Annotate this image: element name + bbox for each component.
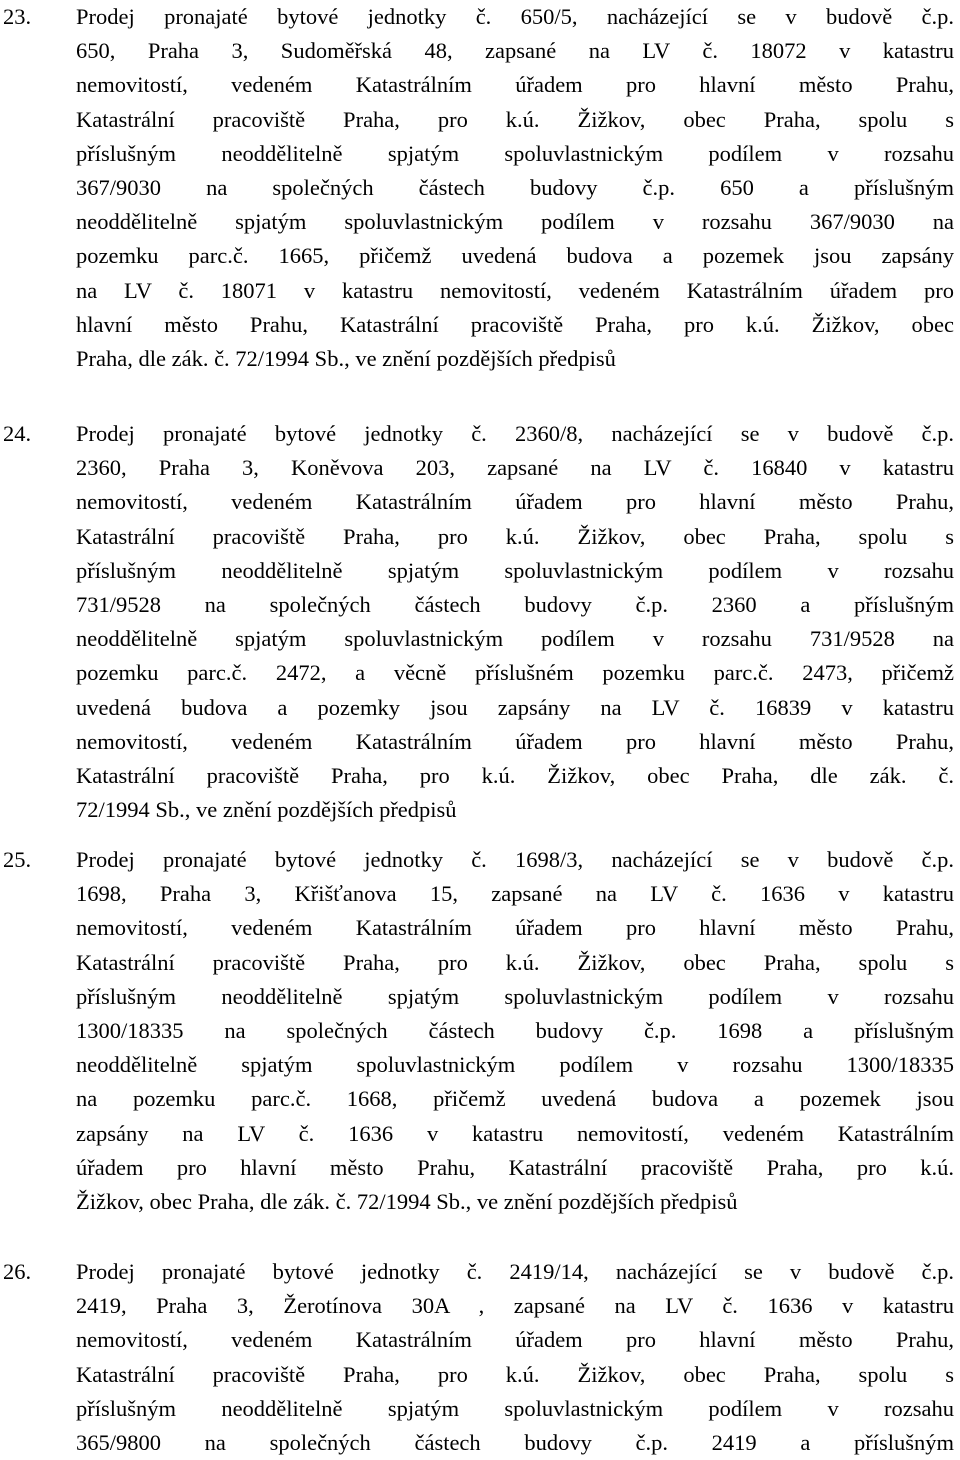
item-number: 23. <box>3 4 32 29</box>
text-line: Katastrální pracoviště Praha, pro k.ú. Žižkov, obec Praha, spolu s <box>76 949 954 975</box>
text-line: příslušným neoddělitelně spjatým spoluvlastnickým podílem v rozsahu <box>76 1395 954 1421</box>
text-line: nemovitostí, vedeném Katastrálním úřadem pro hlavní město Prahu, <box>76 915 954 941</box>
item-number: 26. <box>3 1259 32 1284</box>
text-line: pozemku parc.č. 2472, a věcně příslušném pozemku parc.č. 2473, přičemž <box>76 660 954 686</box>
text-line: 2419, Praha 3, Žerotínova 30A , zapsané na LV č. 1636 v katastru <box>76 1293 954 1319</box>
text-line: nemovitostí, vedeném Katastrálním úřadem pro hlavní město Prahu, <box>76 489 954 515</box>
text-line: nemovitostí, vedeném Katastrálním úřadem pro hlavní město Prahu, <box>76 1327 954 1353</box>
text-line: 365/9800 na společných částech budovy č.p. 2419 a příslušným <box>76 1430 954 1455</box>
text-line: 731/9528 na společných částech budovy č.p. 2360 a příslušným <box>76 592 954 617</box>
text-line: Katastrální pracoviště Praha, pro k.ú. Žižkov, obec Praha, spolu s <box>76 1361 954 1387</box>
text-line: 72/1994 Sb., ve znění pozdějších předpisů <box>76 797 457 823</box>
text-line: neoddělitelně spjatým spoluvlastnickým podílem v rozsahu 1300/18335 <box>76 1052 954 1078</box>
text-line: nemovitostí, vedeném Katastrálním úřadem pro hlavní město Prahu, <box>76 728 954 754</box>
text-line: Žižkov, obec Praha, dle zák. č. 72/1994 Sb., ve znění pozdějších předpisů <box>76 1189 738 1214</box>
item-number: 24. <box>3 421 32 446</box>
text-line: 1300/18335 na společných částech budovy č.p. 1698 a příslušným <box>76 1018 954 1043</box>
text-line: Praha, dle zák. č. 72/1994 Sb., ve znění pozdějších předpisů <box>76 346 616 371</box>
text-line: uvedená budova a pozemky jsou zapsány na LV č. 16839 v katastru <box>76 694 954 720</box>
text-line: Prodej pronajaté bytové jednotky č. 650/5, nacházející se v budově č.p. <box>76 4 954 29</box>
text-line: příslušným neoddělitelně spjatým spoluvlastnickým podílem v rozsahu <box>76 983 954 1009</box>
text-line: zapsány na LV č. 1636 v katastru nemovitostí, vedeném Katastrálním <box>76 1120 954 1146</box>
text-line: příslušným neoddělitelně spjatým spoluvlastnickým podílem v rozsahu <box>76 140 954 166</box>
text-line: 650, Praha 3, Sudoměřská 48, zapsané na LV č. 18072 v katastru <box>76 38 954 64</box>
text-line: neoddělitelně spjatým spoluvlastnickým podílem v rozsahu 367/9030 na <box>76 209 954 235</box>
item-number: 25. <box>3 847 32 872</box>
text-line: neoddělitelně spjatým spoluvlastnickým podílem v rozsahu 731/9528 na <box>76 626 954 652</box>
text-line: Prodej pronajaté bytové jednotky č. 1698/3, nacházející se v budově č.p. <box>76 847 954 872</box>
text-line: pozemku parc.č. 1665, přičemž uvedená budova a pozemek jsou zapsány <box>76 243 954 269</box>
text-line: 367/9030 na společných částech budovy č.p. 650 a příslušným <box>76 175 954 200</box>
text-line: na LV č. 18071 v katastru nemovitostí, vedeném Katastrálním úřadem pro <box>76 277 954 303</box>
text-line: 2360, Praha 3, Koněvova 203, zapsané na LV č. 16840 v katastru <box>76 455 954 481</box>
text-line: nemovitostí, vedeném Katastrálním úřadem pro hlavní město Prahu, <box>76 72 954 98</box>
text-line: příslušným neoddělitelně spjatým spoluvlastnickým podílem v rozsahu <box>76 557 954 583</box>
text-line: Prodej pronajaté bytové jednotky č. 2419/14, nacházející se v budově č.p. <box>76 1259 954 1284</box>
text-line: 1698, Praha 3, Křišťanova 15, zapsané na LV č. 1636 v katastru <box>76 881 954 907</box>
text-line: Katastrální pracoviště Praha, pro k.ú. Žižkov, obec Praha, spolu s <box>76 523 954 549</box>
text-line: Katastrální pracoviště Praha, pro k.ú. Žižkov, obec Praha, dle zák. č. <box>76 763 954 788</box>
text-line: Katastrální pracoviště Praha, pro k.ú. Žižkov, obec Praha, spolu s <box>76 106 954 132</box>
text-line: úřadem pro hlavní město Prahu, Katastrální pracoviště Praha, pro k.ú. <box>76 1154 954 1180</box>
text-line: hlavní město Prahu, Katastrální pracoviště Praha, pro k.ú. Žižkov, obec <box>76 311 954 337</box>
text-line: na pozemku parc.č. 1668, přičemž uvedená budova a pozemek jsou <box>76 1086 954 1112</box>
text-line: Prodej pronajaté bytové jednotky č. 2360/8, nacházející se v budově č.p. <box>76 421 954 446</box>
